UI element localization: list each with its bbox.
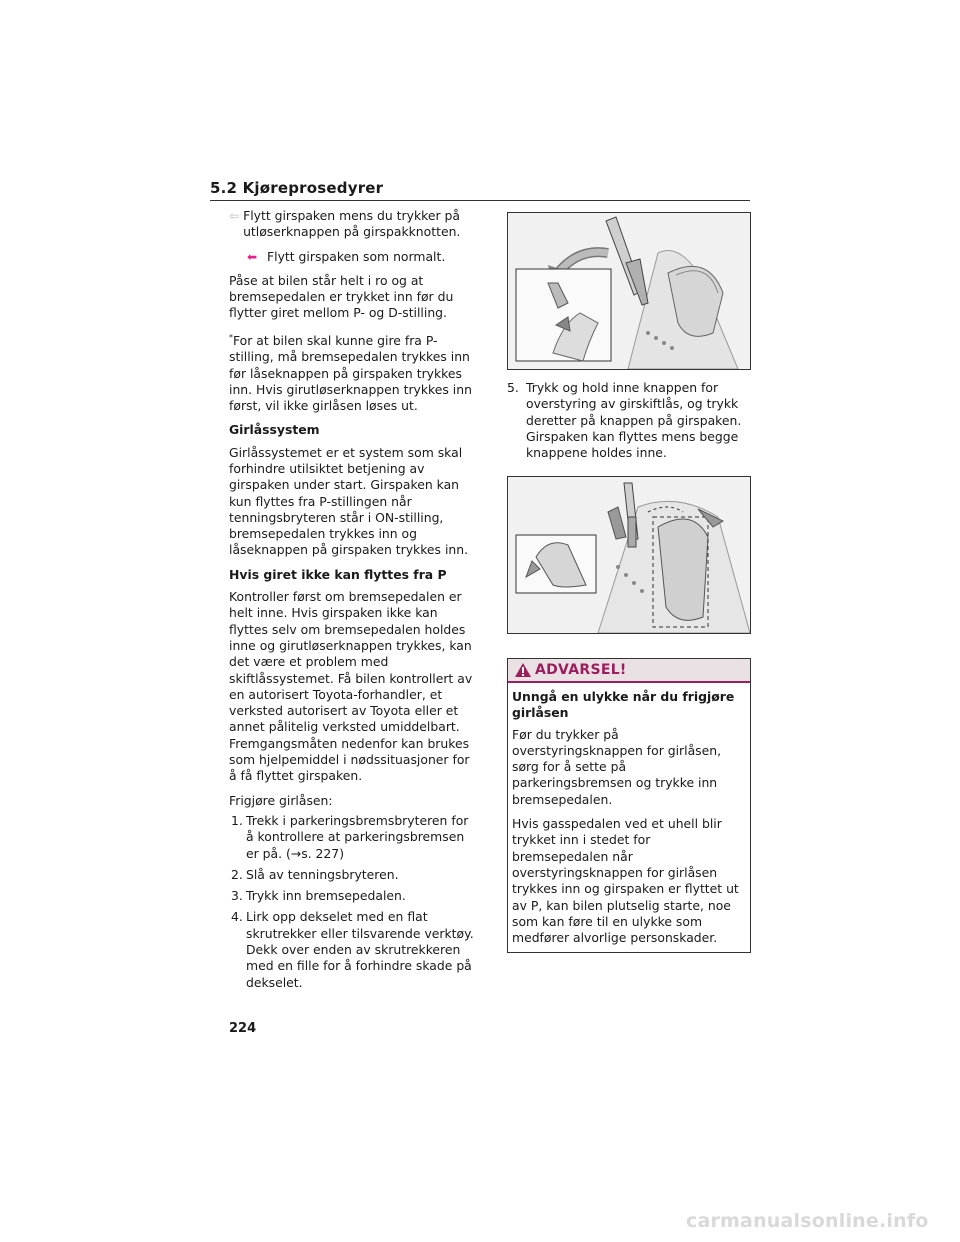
arrow-left-pink-icon: ⬅ bbox=[247, 249, 258, 264]
heading-hvis-giret: Hvis giret ikke kan flyttes fra P bbox=[229, 566, 447, 582]
section-title: 5.2 Kjøreprosedyrer bbox=[210, 179, 384, 197]
arrow-grey-text: Flytt girspaken mens du trykker på utløserknappen på girspakknotten. bbox=[243, 208, 461, 240]
heading-girlassystem: Girlåssystem bbox=[229, 422, 320, 438]
page-number: 224 bbox=[229, 1021, 257, 1036]
list-item: 3. Trykk inn bremsepedalen. bbox=[231, 888, 406, 904]
warning-paragraph-1: Før du trykker på overstyringsknappen for girlåsen, sørg for å sette på parkeringsbremsen og trykke inn bremsepedalen. bbox=[512, 726, 722, 807]
warning-body bbox=[508, 683, 750, 952]
footnote bbox=[229, 330, 474, 415]
list-item: 1. Trekk i parkeringsbremsbryteren for å kontrollere at parkeringsbremsen er på. (→s. 227) bbox=[231, 812, 469, 861]
illustration-screwdriver-cover bbox=[507, 212, 751, 370]
warning-heading: Unngå en ulykke når du frigjøre girlåsen bbox=[512, 689, 735, 721]
warning-triangle-icon bbox=[514, 662, 532, 678]
warning-paragraph-2: Hvis gasspedalen ved et uhell blir trykket inn i stedet for bremsepedalen når overstyringsknappen for girlåsen trykkes inn og girspaken er flyttet ut av P, kan bilen plutselig starte, noe som kan føre til en ulykke som medfører alvorlige personskader. bbox=[512, 816, 739, 946]
paragraph-2: Girlåssystemet er et system som skal forhindre utilsiktet betjening av girspaken under start. Girspaken kan kun flyttes fra P-stillingen når tenningsbryteren står i ON-stilling, bremsepedalen trykkes inn og låseknappen på girspaken trykkes inn. bbox=[229, 444, 469, 558]
list-item: 2. Slå av tenningsbryteren. bbox=[231, 866, 399, 882]
list-item: 4. Lirk opp dekselet med en flat skrutrekker eller tilsvarende verktøy. Dekk over enden av skrutrekkeren med en fille for å forhindre skade på dekselet. bbox=[231, 909, 474, 990]
watermark: carmanualsonline.info bbox=[686, 1210, 929, 1232]
warning-header bbox=[508, 659, 750, 683]
arrow-pink-text: Flytt girspaken som normalt. bbox=[267, 248, 446, 264]
footnote-text: For at bilen skal kunne gire fra P-stilling, må bremsepedalen trykkes inn før låseknappen på girspaken trykkes inn. Hvis girutløserknappen trykkes inn først, vil ikke girlåsen løses ut. bbox=[229, 332, 472, 414]
section-header bbox=[210, 178, 750, 201]
steps-list bbox=[229, 813, 474, 991]
warning-box bbox=[507, 658, 751, 953]
arrow-left-grey-icon: ⇦ bbox=[229, 209, 240, 223]
right-column bbox=[507, 212, 751, 461]
arrow-grey-item bbox=[229, 208, 474, 241]
screwdriver-illustration bbox=[508, 213, 750, 369]
steps-intro: Frigjøre girlåsen: bbox=[229, 792, 333, 808]
paragraph-1: Påse at bilen står helt i ro og at bremsepedalen er trykket inn før du flytter giret mellom P- og D-stilling. bbox=[229, 272, 454, 321]
warning-title: ADVARSEL! bbox=[535, 662, 627, 678]
gear-lever-illustration bbox=[508, 477, 750, 633]
arrow-pink-item bbox=[247, 249, 474, 265]
left-column bbox=[229, 208, 474, 996]
paragraph-3: Kontroller først om bremsepedalen er helt inne. Hvis girspaken ikke kan flyttes selv om bremsepedalen holdes inne og girutløserknappen trykkes, kan det være et problem med skiftlåssystemet. Få bilen kontrollert av en autorisert Toyota-forhandler, et verksted autorisert av Toyota eller et annet pålitelig verksted umiddelbart. Fremgangsmåten nedenfor kan brukes som hjelpemiddel i nødssituasjoner for å få flyttet girspaken. bbox=[229, 589, 473, 784]
step-5: 5. Trykk og hold inne knappen for overstyring av girskiftlås, og trykk deretter på knappen på girspaken. Girspaken kan flyttes mens begge knappene holdes inne. bbox=[507, 380, 742, 461]
footnote-star: * bbox=[229, 332, 233, 342]
illustration-gear-lever bbox=[507, 476, 751, 634]
